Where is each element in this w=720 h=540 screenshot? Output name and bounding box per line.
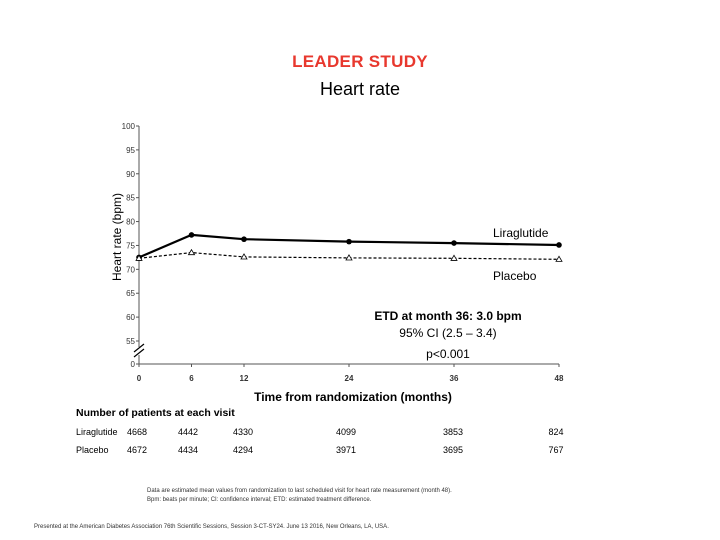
chart-subtitle: Heart rate <box>319 79 401 99</box>
y-axis-label: Heart rate (bpm) <box>110 192 124 282</box>
footnote-line: Data are estimated mean values from randomization to last scheduled visit for heart rate measurement (month 48). <box>147 488 452 494</box>
p-value-annotation: p<0.001 <box>426 347 470 361</box>
y-tick-label: 60 <box>126 313 135 323</box>
data-point-placebo <box>556 256 562 261</box>
patients-count: 767 <box>548 445 564 455</box>
patients-count: 4672 <box>126 445 148 455</box>
patients-count: 4434 <box>177 445 199 455</box>
patients-count: 3971 <box>335 445 357 455</box>
presented-note: Presented at the American Diabetes Association 76th Scientific Sessions, Session 3-CT-SY24. June 13 2016, New Orleans, LA, USA. <box>34 524 389 530</box>
y-tick-label: 100 <box>121 122 135 131</box>
y-tick-label: 0 <box>130 360 135 369</box>
x-tick-label: 24 <box>344 374 354 383</box>
y-tick-label: 95 <box>126 145 135 155</box>
y-tick-label: 65 <box>126 289 135 299</box>
patients-count: 4668 <box>126 427 148 437</box>
etd-annotation: ETD at month 36: 3.0 bpm <box>374 309 522 323</box>
chart-title: LEADER STUDY <box>292 52 428 71</box>
patients-row-liraglutide <box>0 427 720 439</box>
patients-row-label: Liraglutide <box>76 427 118 437</box>
data-point-liraglutide <box>241 236 247 242</box>
x-tick-label: 6 <box>189 374 194 383</box>
legend-liraglutide: Liraglutide <box>493 226 549 240</box>
y-tick-label: 75 <box>126 241 135 251</box>
patients-count: 4330 <box>232 427 254 437</box>
chart-axes <box>122 122 564 383</box>
y-tick-label: 70 <box>126 265 135 275</box>
data-point-liraglutide <box>346 239 352 245</box>
footnote-line: Bpm: beats per minute; CI: confidence interval; ETD: estimated treatment difference. <box>147 497 372 503</box>
data-point-placebo <box>189 250 195 255</box>
data-point-liraglutide <box>189 232 195 238</box>
y-tick-label: 80 <box>126 217 135 227</box>
data-point-liraglutide <box>451 240 457 246</box>
x-tick-label: 12 <box>239 374 249 383</box>
patients-count: 3853 <box>442 427 464 437</box>
x-tick-label: 48 <box>554 374 564 383</box>
patients-header: Number of patients at each visit <box>76 407 235 419</box>
y-tick-label: 55 <box>126 337 135 346</box>
data-point-liraglutide <box>556 242 562 248</box>
x-axis-label: Time from randomization (months) <box>254 390 452 404</box>
patients-count: 4442 <box>177 427 199 437</box>
patients-count: 4294 <box>232 445 254 455</box>
footnote <box>147 487 452 505</box>
patients-count: 4099 <box>335 427 357 437</box>
ci-annotation: 95% CI (2.5 – 3.4) <box>399 326 497 340</box>
y-tick-label: 85 <box>126 193 135 203</box>
y-tick-label: 90 <box>126 169 135 179</box>
patients-row-label: Placebo <box>76 445 109 455</box>
patients-count: 824 <box>548 427 564 437</box>
patients-count: 3695 <box>442 445 464 455</box>
patients-row-placebo <box>0 445 720 457</box>
legend-placebo: Placebo <box>493 269 537 283</box>
x-tick-label: 36 <box>449 374 459 383</box>
x-tick-label: 0 <box>136 374 142 383</box>
